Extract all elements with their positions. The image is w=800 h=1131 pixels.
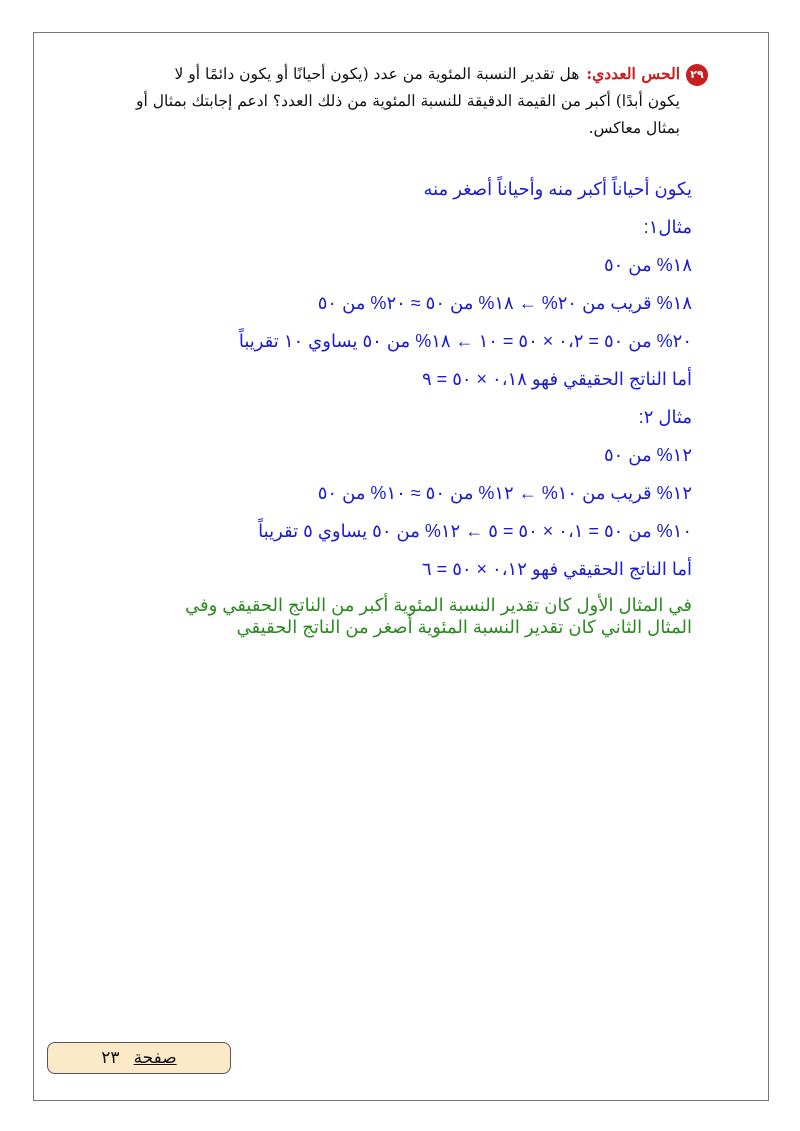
question-text-line-3: بمثال معاكس. [588, 119, 680, 137]
question-text-line-2: يكون أبدًا) أكبر من القيمة الدقيقة للنسبة المئوية من ذلك العدد؟ ادعم إجابتك بمثال أو [136, 92, 680, 110]
example-1-step-1: ١٨% قريب من ٢٠% ← ١٨% من ٥٠ ≈ ٢٠% من ٥٠ [317, 293, 692, 313]
question-number-badge: ٢٩ [686, 64, 708, 86]
conclusion [120, 594, 692, 638]
example-2-step-1: ١٢% قريب من ١٠% ← ١٢% من ٥٠ ≈ ١٠% من ٥٠ [317, 483, 692, 503]
question-label: الحس العددي: [586, 64, 680, 83]
conclusion-line-2: المثال الثاني كان تقدير النسبة المئوية أصغر من الناتج الحقيقي [236, 617, 692, 637]
conclusion-line-1: في المثال الأول كان تقدير النسبة المئوية أكبر من الناتج الحقيقي وفي [184, 595, 692, 615]
answer-intro: يكون أحياناً أكبر منه وأحياناً أصغر منه [423, 179, 692, 199]
example-1-title: مثال١: [643, 217, 692, 237]
page-word: صفحة [133, 1048, 177, 1068]
page-number: ٢٣ [101, 1048, 120, 1068]
example-1-actual: أما الناتج الحقيقي فهو ٠،١٨ × ٥٠ = ٩ [422, 369, 692, 389]
example-2-actual: أما الناتج الحقيقي فهو ٠،١٢ × ٥٠ = ٦ [422, 559, 692, 579]
page-number-badge [47, 1042, 231, 1074]
answer-block [120, 174, 692, 638]
example-1-problem: ١٨% من ٥٠ [603, 255, 692, 275]
question-text-line-1: هل تقدير النسبة المئوية من عدد (يكون أحيانًا أو يكون دائمًا أو لا [174, 65, 580, 83]
example-2-title: مثال ٢: [638, 407, 692, 427]
example-2-problem: ١٢% من ٥٠ [603, 445, 692, 465]
example-2-step-2: ١٠% من ٥٠ = ٠،١ × ٥٠ = ٥ ← ١٢% من ٥٠ يساوي ٥ تقريباً [258, 521, 692, 541]
example-1-step-2: ٢٠% من ٥٠ = ٠،٢ × ٥٠ = ١٠ ← ١٨% من ٥٠ يساوي ١٠ تقريباً [238, 331, 692, 351]
question-block [100, 60, 708, 142]
